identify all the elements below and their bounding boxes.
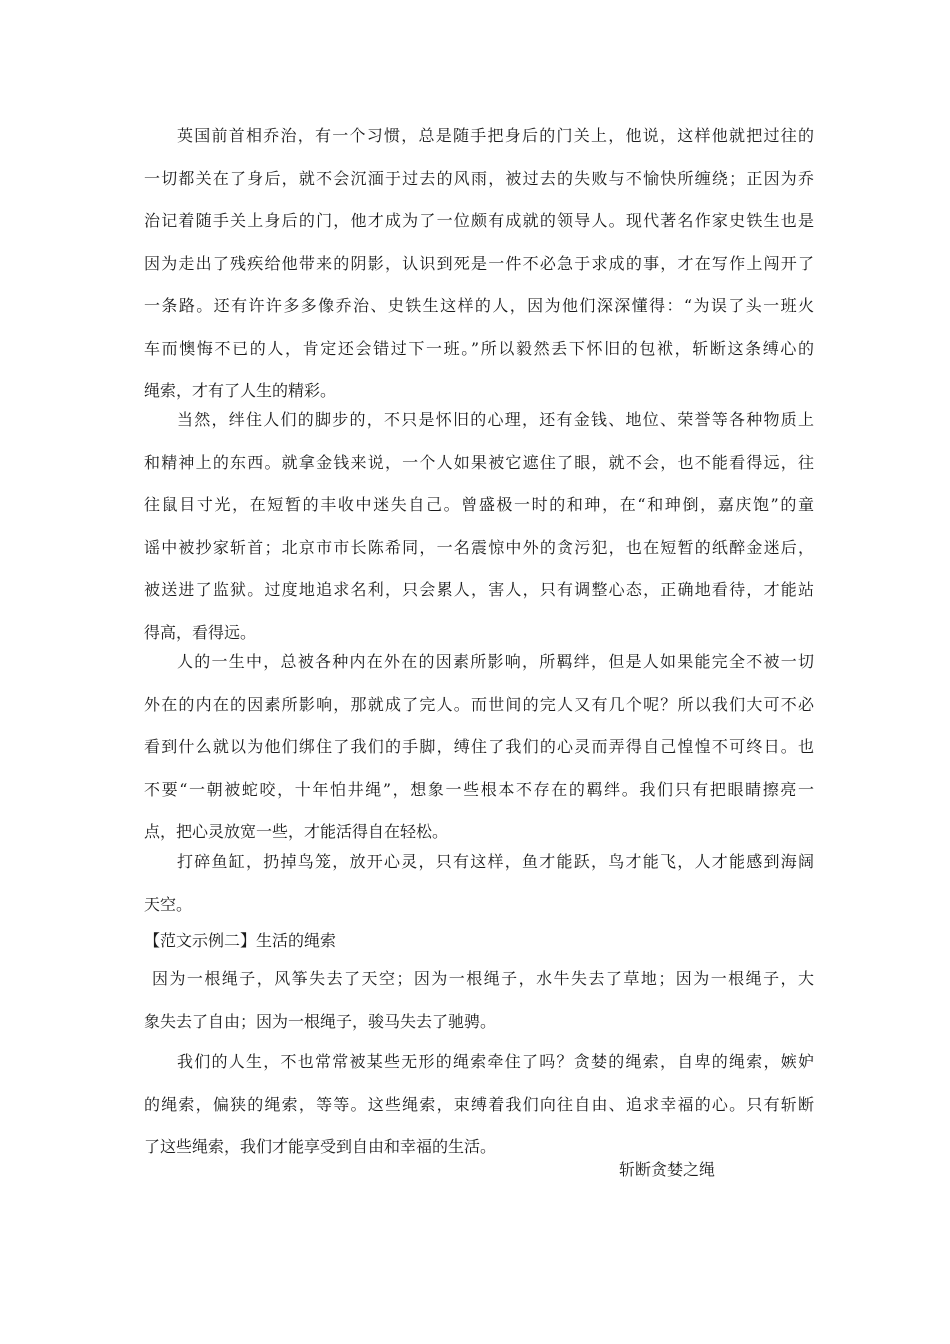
section-heading: 【范文示例二】生活的绳索 [144, 931, 337, 950]
text-line: 我们的人生，不也常常被某些无形的绳索牵住了吗？贪婪的绳索，自卑的绳索，嫉妒 [177, 1052, 814, 1071]
text-line: 了这些绳索，我们才能享受到自由和幸福的生活。 [144, 1137, 497, 1156]
text-line: 和精神上的东西。就拿金钱来说，一个人如果被它遮住了眼，就不会，也不能看得远，往 [144, 452, 814, 472]
subheading: 斩断贪婪之绳 [619, 1160, 716, 1179]
text-line: 绳索，才有了人生的精彩。 [144, 381, 337, 400]
text-line: 的绳索，偏狭的绳索，等等。这些绳索，束缚着我们向往自由、追求幸福的心。只有斩断 [144, 1094, 814, 1114]
text-line: 打碎鱼缸，扔掉鸟笼，放开心灵，只有这样，鱼才能跃，鸟才能飞，人才能感到海阔 [177, 852, 814, 871]
text-line: 车而懊悔不已的人，肯定还会错过下一班。”所以毅然丢下怀旧的包袱，斩断这条缚心的 [144, 338, 814, 358]
text-line: 得高，看得远。 [144, 622, 257, 642]
text-line: 看到什么就以为他们绑住了我们的手脚，缚住了我们的心灵而弄得自己惶惶不可终日。也 [144, 737, 814, 756]
text-line: 因为走出了残疾给他带来的阴影，认识到死是一件不必急于求成的事，才在写作上闯开了 [144, 253, 814, 273]
text-line: 不要“一朝被蛇咬，十年怕井绳”，想象一些根本不存在的羁绊。我们只有把眼睛擦亮一 [144, 779, 814, 799]
text-line: 一切都关在了身后，就不会沉湎于过去的风雨，被过去的失败与不愉快所缠绕；正因为乔 [144, 168, 814, 188]
paragraph-george [144, 115, 814, 413]
text-line: 往鼠目寸光，在短暂的丰收中迷失自己。曾盛极一时的和珅，在“和珅倒，嘉庆饱”的童 [144, 495, 814, 514]
text-line: 一条路。还有许许多多像乔治、史铁生这样的人，因为他们深深懂得：“为误了头一班火 [144, 296, 814, 315]
text-line: 英国前首相乔治，有一个习惯，总是随手把身后的门关上，他说，这样他就把过往的 [177, 126, 814, 145]
paragraph-money [144, 399, 814, 654]
text-line: 谣中被抄家斩首；北京市市长陈希同，一名震惊中外的贪污犯，也在短暂的纸醉金迷后， [144, 537, 814, 557]
paragraph-conclusion [144, 841, 814, 926]
paragraph-rope-intro [144, 958, 814, 1043]
text-line: 因为一根绳子，风筝失去了天空；因为一根绳子，水牛失去了草地；因为一根绳子，大 [152, 969, 814, 988]
text-line: 被送进了监狱。过度地追求名利，只会累人，害人，只有调整心态，正确地看待，才能站 [144, 580, 814, 599]
text-line: 当然，绊住人们的脚步的，不只是怀旧的心理，还有金钱、地位、荣誉等各种物质上 [177, 410, 814, 429]
text-line: 治记着随手关上身后的门，他才成为了一位颇有成就的领导人。现代著名作家史铁生也是 [144, 211, 814, 230]
text-line: 人的一生中，总被各种内在外在的因素所影响，所羁绊，但是人如果能完全不被一切 [177, 652, 814, 671]
paragraph-life [144, 641, 814, 854]
text-line: 点，把心灵放宽一些，才能活得自在轻松。 [144, 822, 449, 841]
text-line: 天空。 [144, 894, 193, 914]
text-line: 外在的内在的因素所影响，那就成了完人。而世间的完人又有几个呢？所以我们大可不必 [144, 694, 814, 714]
text-line: 象失去了自由；因为一根绳子，骏马失去了驰骋。 [144, 1011, 497, 1031]
